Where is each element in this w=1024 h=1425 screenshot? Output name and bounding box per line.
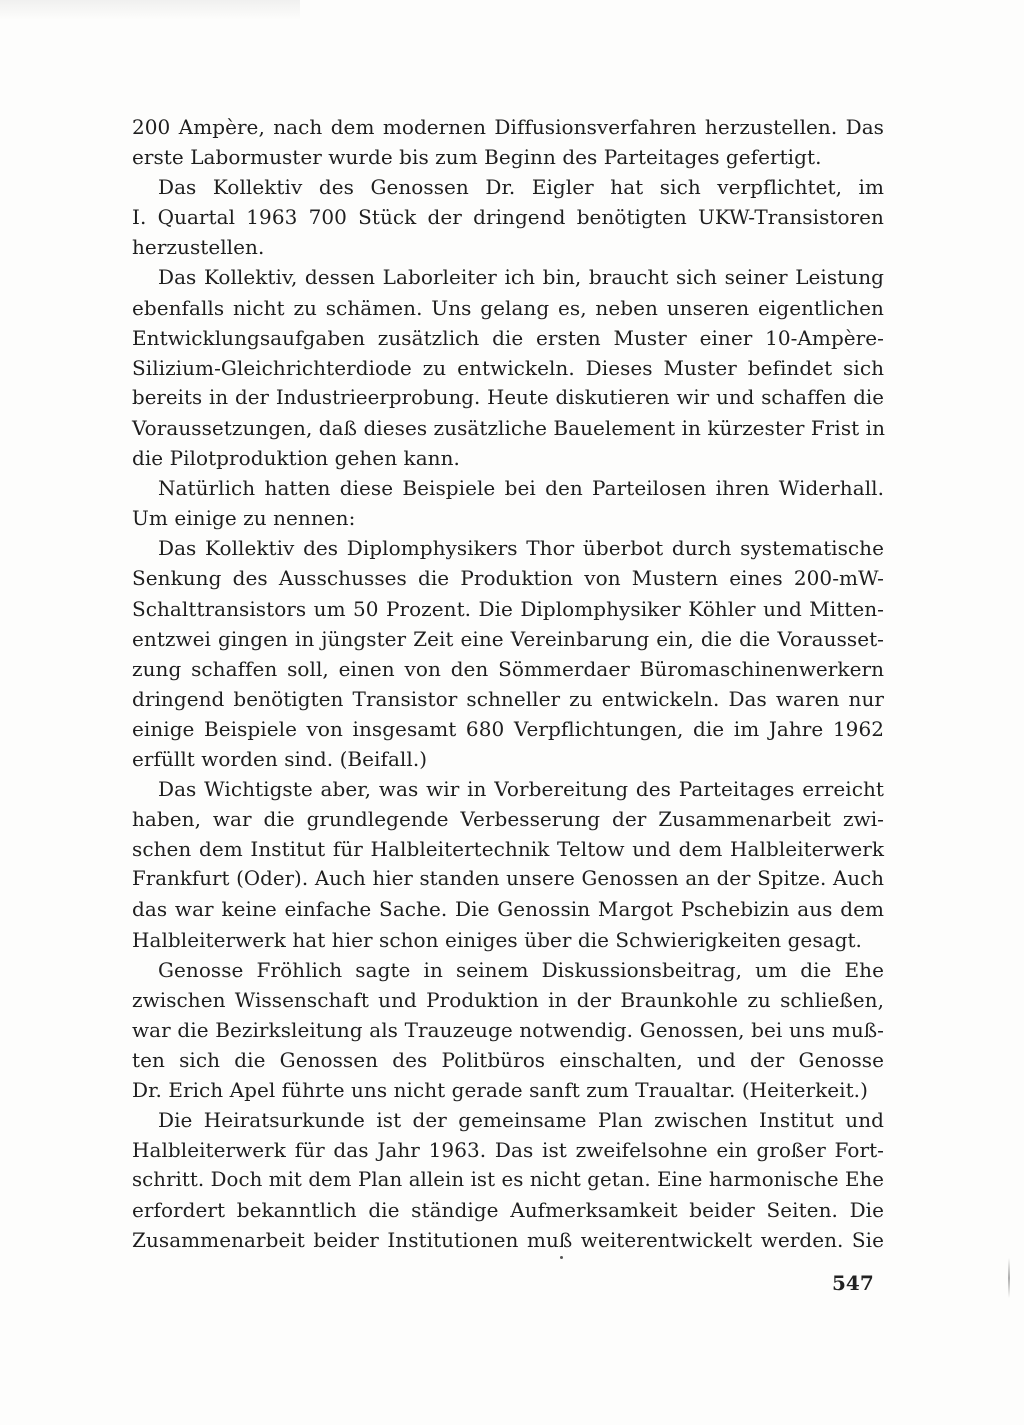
paragraph xyxy=(132,533,884,774)
body-text xyxy=(132,112,884,1256)
text-line: Voraussetzungen, daß dieses zusätzliche Bauelement in kürzester Frist in xyxy=(132,415,886,440)
text-line: Das Kollektiv des Diplomphysikers Thor überbot durch systematische xyxy=(158,536,884,561)
paragraph xyxy=(132,1105,884,1255)
text-line: 200 Ampère, nach dem modernen Diffusionsverfahren herzustellen. Das xyxy=(132,115,884,139)
paragraph xyxy=(132,172,884,262)
scan-edge-shadow xyxy=(0,0,300,20)
text-line: Halbleiterwerk hat hier schon einiges über die Schwierigkeiten gesagt. xyxy=(132,927,862,952)
text-line: Dr. Erich Apel führte uns nicht gerade sanft zum Traualtar. (Heiterkeit.) xyxy=(132,1078,868,1102)
text-line: Natürlich hatten diese Beispiele bei den Parteilosen ihren Widerhall. xyxy=(158,476,884,501)
text-line: Senkung des Ausschusses die Produktion von Mustern eines 200-mW- xyxy=(132,566,884,591)
paragraph xyxy=(132,955,884,1105)
text-line: einige Beispiele von insgesamt 680 Verpflichtungen, die im Jahre 1962 xyxy=(132,716,884,741)
text-line: Entwicklungsaufgaben zusätzlich die ersten Muster einer 10-Ampère- xyxy=(132,325,884,350)
text-line: war die Bezirksleitung als Trauzeuge notwendig. Genossen, bei uns muß- xyxy=(132,1017,884,1042)
text-line: Frankfurt (Oder). Auch hier standen unsere Genossen an der Spitze. Auch xyxy=(132,867,884,891)
text-line: ebenfalls nicht zu schämen. Uns gelang es, neben unseren eigentlichen xyxy=(132,295,884,320)
text-line: erfordert bekanntlich die ständige Aufmerksamkeit beider Seiten. Die xyxy=(132,1198,884,1223)
text-line: Das Kollektiv des Genossen Dr. Eigler hat sich verpflichtet, im xyxy=(158,175,884,200)
text-line: Halbleiterwerk für das Jahr 1963. Das ist zweifelsohne ein großer Fort- xyxy=(132,1138,884,1163)
page-number: 547 xyxy=(832,1271,874,1295)
paragraph xyxy=(132,473,884,533)
text-line: die Pilotproduktion gehen kann. xyxy=(132,446,460,471)
text-line: Schalttransistors um 50 Prozent. Die Diplomphysiker Köhler und Mitten- xyxy=(132,596,884,621)
text-line: Das Kollektiv, dessen Laborleiter ich bin, braucht sich seiner Leistung xyxy=(158,265,884,290)
text-line: Zusammenarbeit beider Institutionen muß weiterentwickelt werden. Sie xyxy=(132,1228,884,1253)
text-line: bereits in der Industrieerprobung. Heute diskutieren wir und schaffen die xyxy=(132,385,884,409)
text-line: erfüllt worden sind. (Beifall.) xyxy=(132,746,428,771)
text-line: ten sich die Genossen des Politbüros einschalten, und der Genosse xyxy=(132,1047,884,1072)
text-line: Genosse Fröhlich sagte in seinem Diskussionsbeitrag, um die Ehe xyxy=(158,957,884,982)
text-line: das war keine einfache Sache. Die Genossin Margot Pschebizin aus dem xyxy=(132,897,884,922)
text-line: dringend benötigten Transistor schneller zu entwickeln. Das waren nur xyxy=(132,686,884,711)
text-line: I. Quartal 1963 700 Stück der dringend benötigten UKW-Transistoren xyxy=(132,205,884,230)
text-line: zwischen Wissenschaft und Produktion in der Braunkohle zu schließen, xyxy=(132,987,884,1012)
scan-edge-mark xyxy=(1008,1258,1010,1298)
text-line: Die Heiratsurkunde ist der gemeinsame Plan zwischen Institut und xyxy=(158,1108,884,1133)
text-line: schritt. Doch mit dem Plan allein ist es nicht getan. Eine harmonische Ehe xyxy=(132,1168,884,1192)
text-line: Um einige zu nennen: xyxy=(132,506,356,531)
text-line: Silizium-Gleichrichterdiode zu entwickeln. Dieses Muster befindet sich xyxy=(132,355,884,380)
text-line: herzustellen. xyxy=(132,235,265,260)
paragraph xyxy=(132,774,884,955)
text-line: haben, war die grundlegende Verbesserung der Zusammenarbeit zwi- xyxy=(132,807,884,832)
text-line: schen dem Institut für Halbleitertechnik Teltow und dem Halbleiterwerk xyxy=(132,837,884,862)
scan-speck xyxy=(560,1256,563,1259)
text-line: Das Wichtigste aber, was wir in Vorbereitung des Parteitages erreicht xyxy=(158,777,884,802)
paragraph xyxy=(132,112,884,172)
text-line: erste Labormuster wurde bis zum Beginn des Parteitages gefertigt. xyxy=(132,145,822,170)
text-line: entzwei gingen in jüngster Zeit eine Vereinbarung ein, die die Vorausset- xyxy=(132,626,884,651)
text-line: zung schaffen soll, einen von den Sömmerdaer Büromaschinenwerkern xyxy=(132,656,884,681)
paragraph xyxy=(132,262,884,473)
